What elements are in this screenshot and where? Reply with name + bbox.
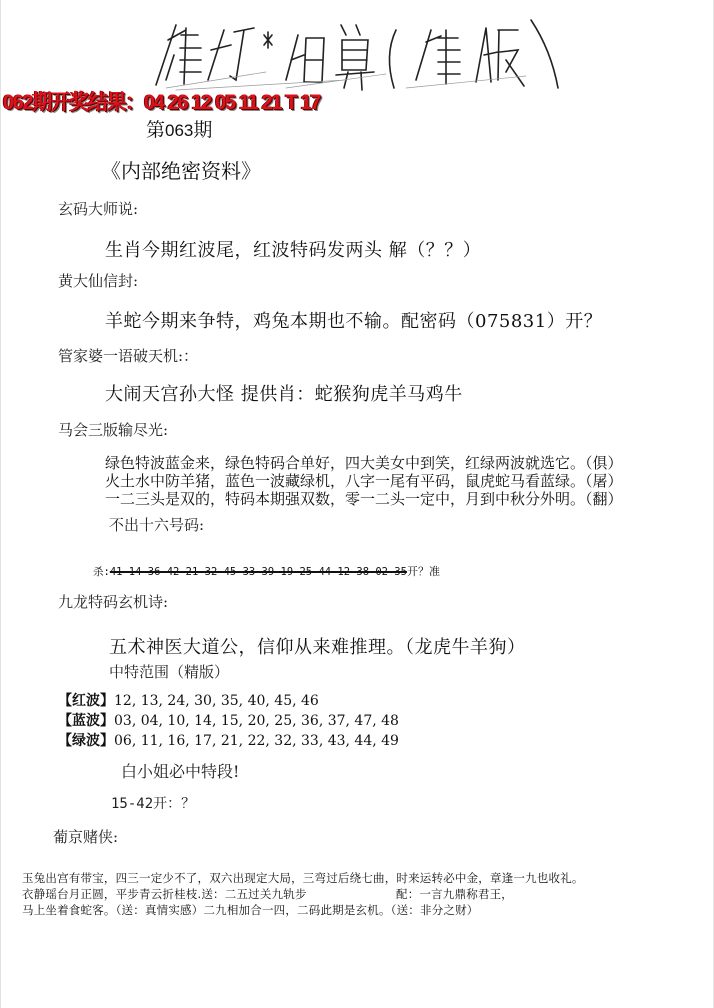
issue-suffix: 期 — [193, 119, 213, 141]
xuanma-text: 生肖今期红波尾，红波特码发两头 解（？？） — [105, 240, 482, 261]
document-title: 《内部绝密资料》 — [101, 159, 261, 183]
section-label-huangdaxian: 黄大仙信封: — [58, 272, 139, 290]
kill-prefix: 杀: — [93, 566, 110, 578]
range-open-text: 15-42开：？ — [111, 796, 196, 812]
jiulong-poem: 五术神医大道公，信仰从来难推理。（龙虎牛羊狗） — [109, 637, 526, 658]
section-label-mahui: 马会三版输尽光: — [58, 421, 169, 439]
title-calligraphy-image — [146, 10, 566, 92]
pujing-line-3: 马上坐着食蛇客。（送：真情实感）二九相加合一四，二码此期是玄机。（送：非分之财） — [22, 903, 479, 917]
section-label-xuanma: 玄码大师说: — [58, 200, 139, 218]
mahui-line-2: 火土水中防羊猪，蓝色一波藏绿机，八字一尾有平码，鼠虎蛇马看蓝绿。（屠） — [105, 472, 623, 490]
range-label: 中特范围（精版） — [109, 663, 230, 681]
mahui-line-3: 一二三头是双的，特码本期强双数，零一二头一定中，月到中秋分外明。（翻） — [105, 490, 623, 508]
no-16-label: 不出十六号码: — [109, 516, 205, 534]
wave-numbers-green: 06, 11, 16, 17, 21, 22, 32, 33, 43, 44, 49 — [114, 733, 399, 749]
kill-numbers: 41 14 36 42 21 32 45 33 39 19 25 44 12 38 02 35 — [109, 566, 407, 578]
section-label-pujing: 葡京赌侠: — [53, 828, 119, 846]
pujing-line-2: 衣静瑶台月正圆，平步青云折桂枝.送：二五过关九轨步 — [22, 887, 307, 901]
wave-numbers-red: 12, 13, 24, 30, 35, 40, 45, 46 — [114, 693, 319, 709]
issue-number-value: 063 — [165, 121, 194, 140]
mahui-line-1: 绿色特波蓝金来，绿色特码合单好，四大美女中到笑，红绿两波就选它。（俱） — [105, 454, 623, 472]
wave-name-red: 【红波】 — [58, 693, 114, 709]
bai-xiaojie-text: 白小姐必中特段! — [121, 762, 240, 781]
huangdaxian-text: 羊蛇今期来争特，鸡兔本期也不输。配密码（075831）开？ — [105, 311, 603, 332]
previous-draw-result-banner: 062期开奖结果：04 26 12 05 11 21 T 17 — [3, 91, 320, 114]
kill-suffix: 开？准 — [406, 565, 440, 578]
guanjiapo-text: 大闹天宫孙大怪 提供肖：蛇猴狗虎羊马鸡牛 — [105, 384, 463, 405]
section-label-jiulong: 九龙特码玄机诗: — [58, 593, 169, 611]
wave-name-blue: 【蓝波】 — [58, 713, 114, 729]
pujing-line-1: 玉兔出宫有带宝，四三一定少不了，双六出现定大局，三弯过后绕七曲，时来运转必中金，章逢一九也收礼。 — [22, 871, 584, 885]
section-label-guanjiapo: 管家婆一语破天机:： — [58, 347, 199, 365]
issue-number — [146, 115, 212, 142]
issue-prefix: 第 — [146, 119, 166, 141]
wave-row-green — [58, 730, 399, 750]
wave-row-red — [58, 690, 319, 710]
pujing-line-2-pair: 配：一言九鼎称君王， — [396, 887, 513, 901]
wave-row-blue — [58, 710, 399, 730]
wave-numbers-blue: 03, 04, 10, 14, 15, 20, 25, 36, 37, 47, 48 — [114, 713, 399, 729]
wave-name-green: 【绿波】 — [58, 733, 114, 749]
kill-numbers-line — [93, 563, 440, 579]
